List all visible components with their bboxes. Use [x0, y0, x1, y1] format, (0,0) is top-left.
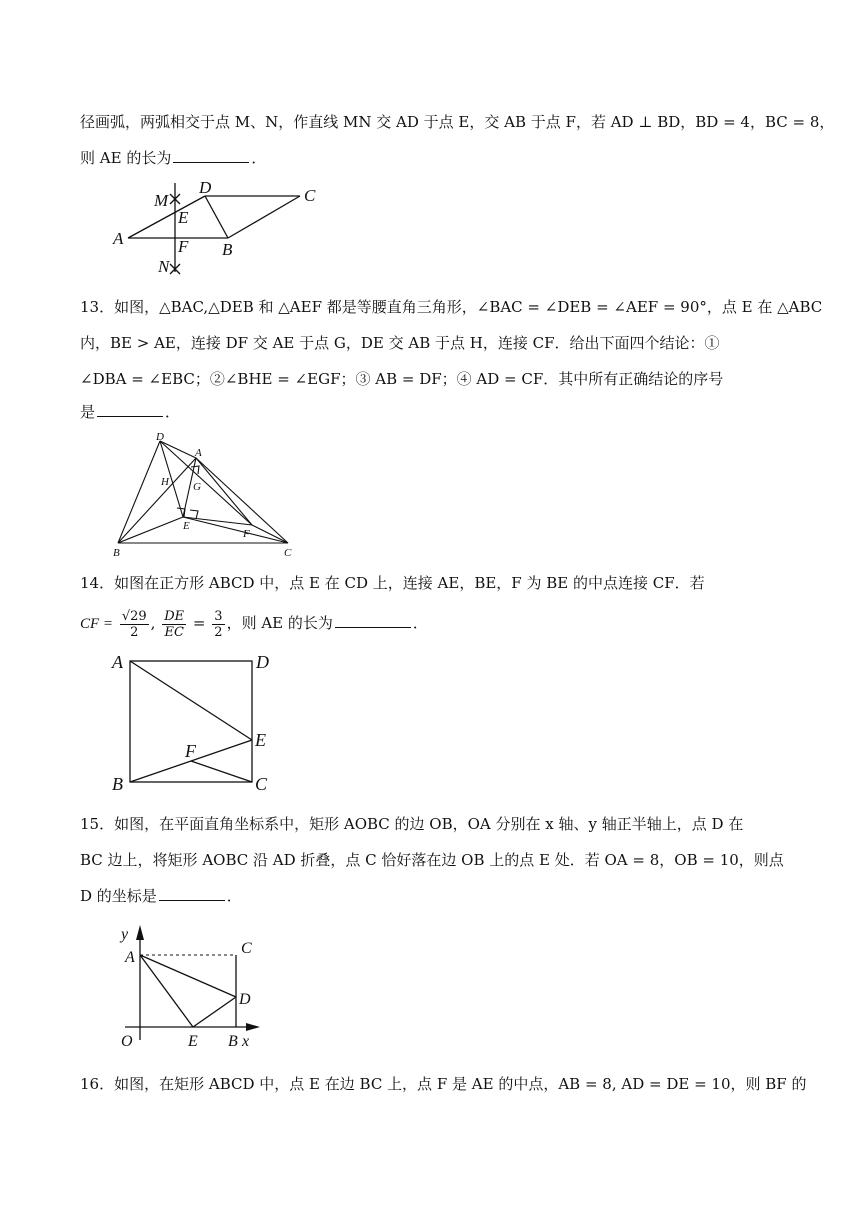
answer-blank-15[interactable]	[159, 886, 225, 901]
q15-label-D: D	[239, 991, 251, 1008]
q14-cf: CF =	[80, 616, 114, 632]
q15-label-C: C	[241, 940, 252, 957]
q14-line2	[80, 606, 780, 640]
q13-label-F: F	[243, 528, 250, 540]
q13-label-A: A	[195, 447, 202, 459]
q14-line1: 14．如图在正方形 ABCD 中，点 E 在 CD 上，连接 AE，BE，F 为 BE 的中点连接 CF．若	[80, 574, 705, 592]
q15-label-A: A	[125, 949, 135, 966]
q14-eq: =	[192, 614, 206, 632]
q15-line3	[80, 886, 780, 906]
q14-frac-3-2: $\frac{3}{2}$	[214, 608, 223, 640]
q16-line1: 16．如图，在矩形 ABCD 中，点 E 在边 BC 上，点 F 是 AE 的中点，AB = 8, AD = DE = 10，则 BF 的	[80, 1075, 807, 1093]
q14-label-C: C	[255, 774, 268, 794]
q13-line2: 内，BE > AE，连接 DF 交 AE 于点 G，DE 交 AB 于点 H，连接 CF．给出下面四个结论：①	[80, 334, 720, 352]
q15-line3-post: ．	[226, 887, 242, 905]
q13-label-D: D	[156, 431, 164, 443]
q14-label-E: E	[255, 730, 266, 750]
q15-line1: 15．如图，在平面直角坐标系中，矩形 AOBC 的边 OB，OA 分别在 x 轴、y 轴正半轴上，点 D 在	[80, 815, 744, 833]
q14-label-A: A	[112, 652, 123, 672]
q12-label-M: M	[154, 191, 169, 210]
q12-label-A: A	[113, 229, 124, 248]
q14-frac-cf: $\frac{√29}{2}$	[121, 608, 147, 640]
answer-blank-12[interactable]	[173, 148, 249, 163]
q12-label-C: C	[304, 186, 316, 205]
q15-label-B: B	[228, 1033, 238, 1050]
q12-line2-pre: 则 AE 的长为	[80, 149, 172, 167]
q12-label-D: D	[199, 178, 212, 197]
q13-label-B: B	[113, 547, 120, 559]
q15-line3-pre: D 的坐标是	[80, 887, 157, 905]
q14-line2-post: ．	[412, 614, 428, 632]
q15-label-x: x	[242, 1033, 250, 1050]
q12-label-F: F	[178, 237, 189, 256]
q15-label-E: E	[188, 1033, 198, 1050]
q12-line2-post: ．	[251, 149, 267, 167]
answer-blank-14[interactable]	[335, 613, 411, 628]
q12-label-B: B	[222, 240, 233, 259]
q13-label-C: C	[284, 547, 292, 559]
q14-label-B: B	[112, 774, 123, 794]
q12-label-E: E	[178, 208, 189, 227]
q12-line1: 径画弧，两弧相交于点 M、N，作直线 MN 交 AD 于点 E，交 AB 于点 F，若 AD ⊥ BD，BD = 4，BC = 8，	[80, 113, 835, 131]
q13-line4-pre: 是	[80, 403, 96, 421]
q12-label-N: N	[158, 257, 170, 276]
q14-label-F: F	[185, 741, 196, 761]
q13-label-G: G	[193, 481, 201, 493]
q13-label-H: H	[161, 476, 169, 488]
q12-line2	[80, 148, 780, 168]
q15-label-O: O	[121, 1033, 133, 1050]
q14-label-D: D	[256, 652, 269, 672]
q14-comma: ,	[150, 614, 156, 632]
q13-line4	[80, 402, 780, 422]
answer-blank-13[interactable]	[97, 402, 163, 417]
q14-line2-post-pre: ，则 AE 的长为	[226, 614, 333, 632]
q13-label-E: E	[183, 520, 190, 532]
q15-line2: BC 边上，将矩形 AOBC 沿 AD 折叠，点 C 恰好落在边 OB 上的点 E 处．若 OA = 8，OB = 10，则点	[80, 851, 784, 869]
q13-line4-post: ．	[165, 403, 181, 421]
q15-label-y: y	[121, 926, 129, 943]
q14-frac-de-ec: $\frac{DE}{EC}$	[164, 608, 185, 640]
q13-line1: 13．如图，△BAC,△DEB 和 △AEF 都是等腰直角三角形，∠BAC = ∠DEB = ∠AEF = 90°，点 E 在 △ABC	[80, 298, 823, 316]
q13-line3: ∠DBA = ∠EBC；②∠BHE = ∠EGF；③ AB = DF；④ AD = CF．其中所有正确结论的序号	[80, 370, 724, 388]
